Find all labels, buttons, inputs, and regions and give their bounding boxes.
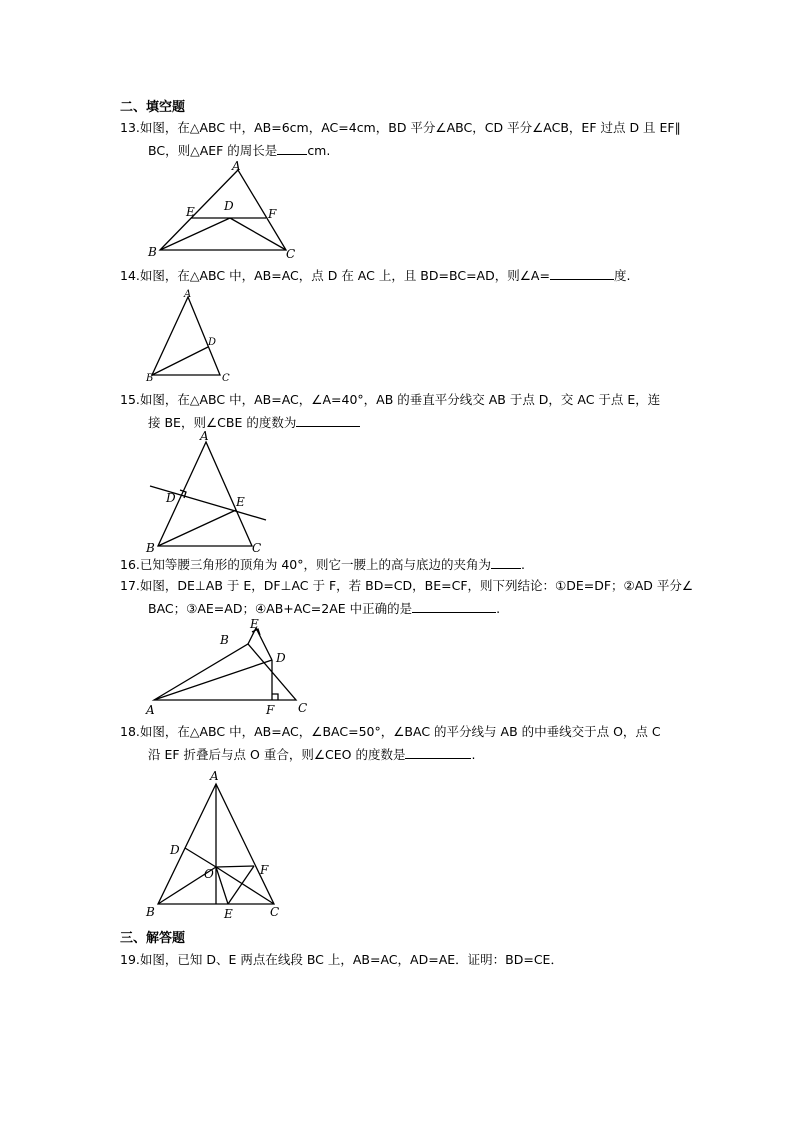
q18-text-line2-b: . bbox=[471, 747, 476, 762]
q14-text-line1-a: 14.如图，在△ABC 中，AB=AC，点 D 在 AC 上，且 BD=BC=AD，则∠A= bbox=[120, 268, 550, 283]
q18-text-line2 bbox=[148, 746, 475, 763]
q17-text-line2-a: BAC；③AE=AD；④AB+AC=2AE 中正确的是 bbox=[148, 601, 413, 616]
q15-figure bbox=[140, 430, 280, 556]
q15-label-b: B bbox=[146, 541, 155, 555]
q14-triangle-abc bbox=[152, 297, 220, 375]
q17-label-c: C bbox=[298, 701, 308, 715]
q13-segment-cd bbox=[230, 218, 286, 250]
q17-label-d: D bbox=[276, 651, 286, 665]
q18-label-d: D bbox=[170, 843, 180, 857]
q16-text-line1-a: 16.已知等腰三角形的顶角为 40°，则它一腰上的高与底边的夹角为 bbox=[120, 557, 492, 572]
q17-label-f: F bbox=[266, 703, 275, 717]
section-heading-answer: 三、解答题 bbox=[120, 931, 186, 946]
q17-triangle-abc bbox=[154, 644, 296, 700]
q19-text-line1: 19.如图，已知 D、E 两点在线段 BC 上，AB=AC，AD=AE．证明：BD=CE． bbox=[120, 952, 563, 967]
q18-figure bbox=[140, 766, 300, 924]
q18-label-a: A bbox=[210, 769, 219, 783]
q13-answer-blank[interactable] bbox=[277, 142, 307, 155]
q13-text-line2 bbox=[148, 142, 330, 159]
q14-label-b: B bbox=[146, 373, 154, 384]
q18-text-line1: 18.如图，在△ABC 中，AB=AC，∠BAC=50°，∠BAC 的平分线与 AB 的中垂线交于点 O，点 C bbox=[120, 724, 661, 739]
q14-label-d: D bbox=[208, 337, 217, 348]
q16-text-line1-b: . bbox=[521, 557, 525, 572]
q18-segment-oe bbox=[216, 867, 228, 904]
q13-label-a: A bbox=[232, 159, 241, 173]
q13-label-e: E bbox=[186, 205, 195, 219]
q17-text-line1: 17.如图，DE⊥AB 于 E，DF⊥AC 于 F，若 BD=CD，BE=CF，则下列结论：①DE=DF；②AD 平分∠ bbox=[120, 578, 694, 593]
q15-label-d: D bbox=[166, 491, 176, 505]
q14-text-line1 bbox=[120, 267, 630, 284]
q13-text-line1: 13.如图，在△ABC 中，AB=6cm，AC=4cm，BD 平分∠ABC，CD 平分∠ACB，EF 过点 D 且 EF∥ bbox=[120, 120, 681, 135]
q15-segment-be bbox=[158, 510, 236, 546]
q18-label-c: C bbox=[270, 905, 280, 919]
q15-text-line2-a: 接 BE，则∠CBE 的度数为 bbox=[148, 415, 297, 430]
q18-label-o: O bbox=[204, 867, 214, 881]
q18-label-f: F bbox=[260, 863, 269, 877]
q18-label-e: E bbox=[224, 907, 233, 921]
q15-text-line1: 15.如图，在△ABC 中，AB=AC，∠A=40°，AB 的垂直平分线交 AB 于点 D，交 AC 于点 E，连 bbox=[120, 392, 661, 407]
section-heading-fill-in: 二、填空题 bbox=[120, 100, 186, 115]
q18-segment-of bbox=[216, 866, 254, 867]
q15-label-e: E bbox=[236, 495, 245, 509]
q14-figure bbox=[140, 285, 240, 385]
q13-label-d: D bbox=[224, 199, 234, 213]
q13-figure bbox=[140, 158, 310, 264]
q18-segment-do bbox=[185, 848, 216, 867]
q17-right-angle-mark-f bbox=[272, 694, 278, 700]
q14-label-c: C bbox=[222, 373, 230, 384]
q13-segment-bd bbox=[160, 218, 230, 250]
q16-text-line1 bbox=[120, 556, 525, 573]
q17-label-b: B bbox=[220, 633, 229, 647]
q15-label-c: C bbox=[252, 541, 262, 555]
q16-answer-blank[interactable] bbox=[491, 556, 521, 569]
q13-text-line2-b: cm. bbox=[307, 143, 331, 158]
q15-text-line2 bbox=[148, 414, 360, 431]
q17-label-a: A bbox=[146, 703, 155, 717]
q14-answer-blank[interactable] bbox=[550, 267, 614, 280]
q18-answer-blank[interactable] bbox=[405, 746, 471, 759]
q17-label-e: E bbox=[250, 617, 259, 631]
q17-text-line2-b: . bbox=[496, 601, 501, 616]
q14-label-a: A bbox=[184, 289, 192, 300]
q15-label-a: A bbox=[200, 429, 209, 443]
q18-segment-ef bbox=[228, 866, 254, 904]
q15-answer-blank[interactable] bbox=[296, 414, 360, 427]
q14-segment-bd bbox=[152, 347, 208, 375]
q13-text-line2-a: BC，则△AEF 的周长是 bbox=[148, 143, 278, 158]
q18-text-line2-a: 沿 EF 折叠后与点 O 重合，则∠CEO 的度数是 bbox=[148, 747, 406, 762]
q17-figure bbox=[140, 616, 320, 722]
q17-text-line2 bbox=[148, 600, 500, 617]
q14-text-line1-b: 度. bbox=[613, 268, 631, 283]
q17-segment-ad bbox=[154, 660, 272, 700]
q13-label-f: F bbox=[268, 207, 277, 221]
q18-label-b: B bbox=[146, 905, 155, 919]
q13-label-c: C bbox=[286, 247, 296, 261]
q13-label-b: B bbox=[148, 245, 157, 259]
q17-answer-blank[interactable] bbox=[412, 600, 496, 613]
